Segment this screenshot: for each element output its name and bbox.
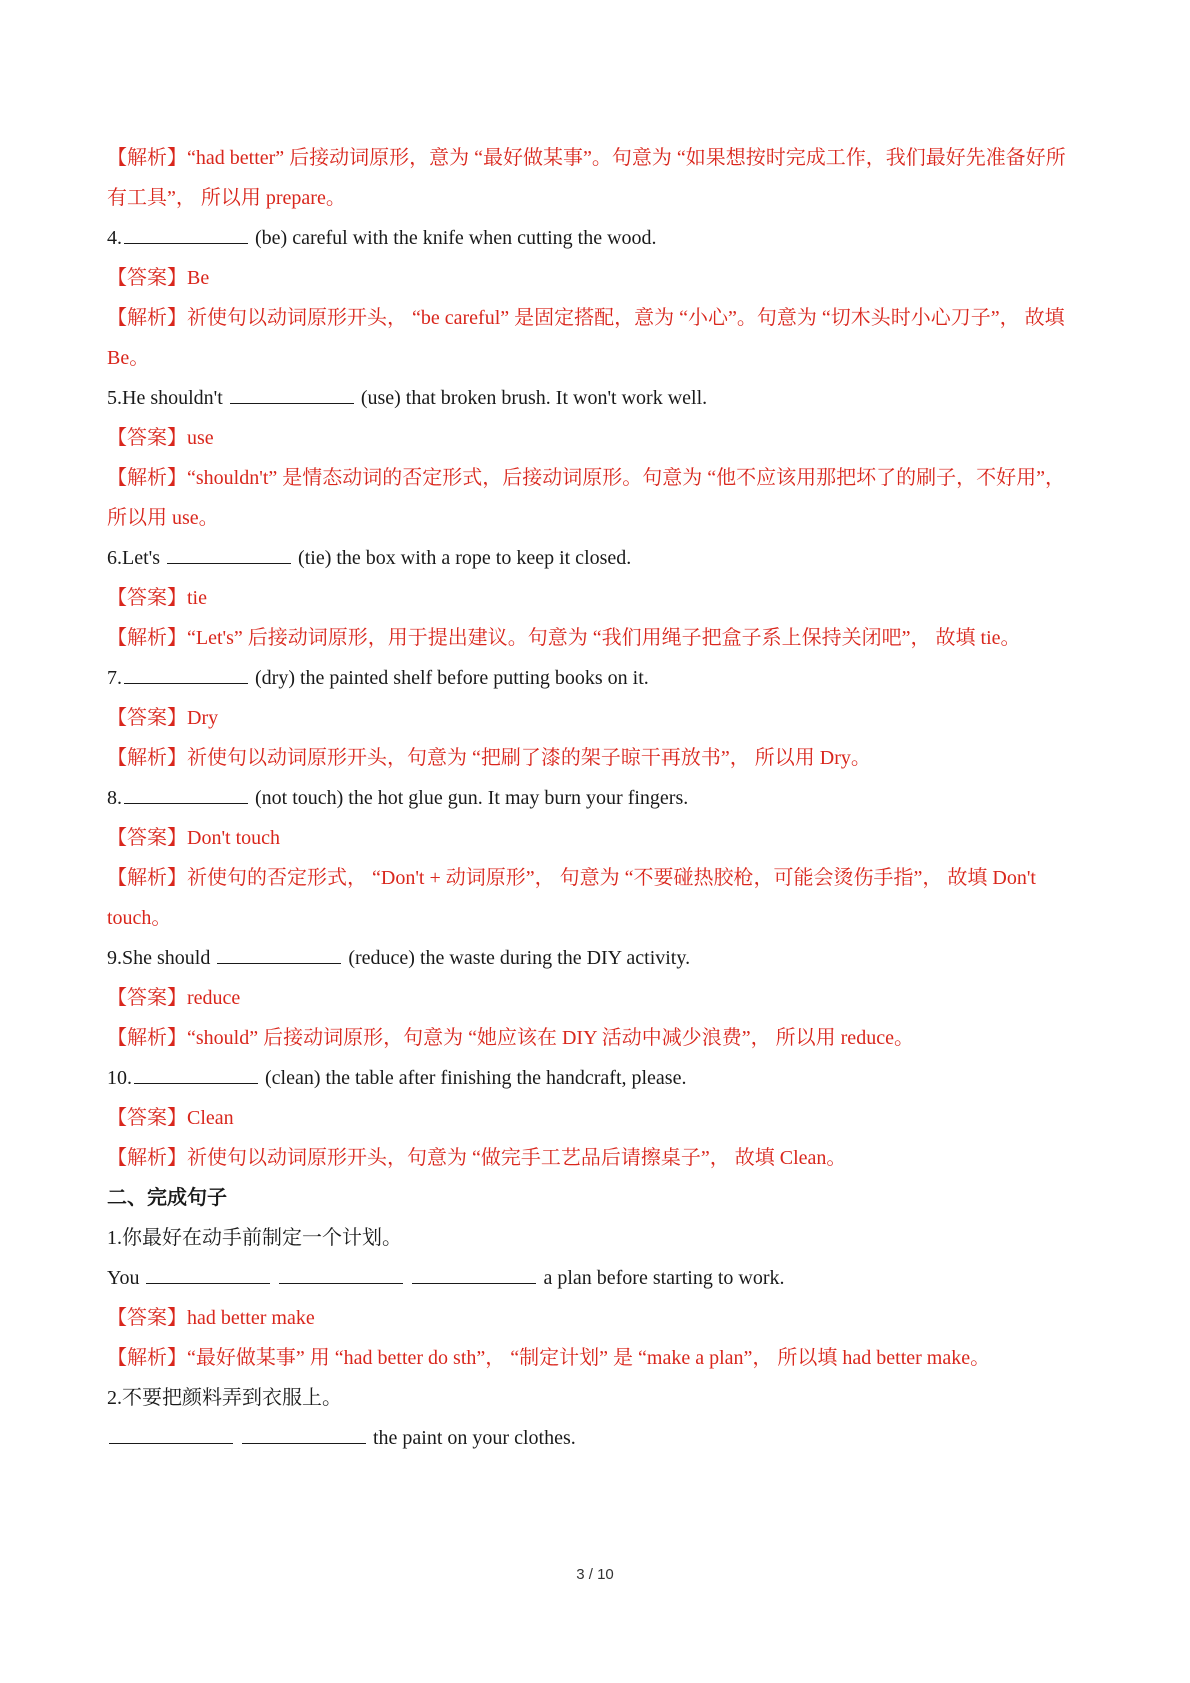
analysis-line: 【解析】祈使句以动词原形开头， “be careful” 是固定搭配，意为 “小心”。句意为 “切木头时小心刀子”， 故填 Be。 [107, 307, 1065, 369]
page-number: 3 / 10 [576, 1566, 614, 1583]
question-line: 5.He shouldn't (use) that broken brush. It won't work well. [107, 387, 708, 409]
question-line: 10. (clean) the table after finishing the handcraft, please. [107, 1067, 687, 1089]
answer-line: 【答案】had better make [107, 1307, 315, 1329]
answer-blank [217, 945, 341, 964]
answer-line: 【答案】reduce [107, 987, 241, 1009]
question-line: 8. (not touch) the hot glue gun. It may burn your fingers. [107, 787, 689, 809]
analysis-line: 【解析】祈使句的否定形式， “Don't + 动词原形”， 句意为 “不要碰热胶枪，可能会烫伤手指”， 故填 Don't touch。 [107, 867, 1036, 929]
question-cn: 2.不要把颜料弄到衣服上。 [107, 1387, 342, 1409]
question-en: You a plan before starting to work. [107, 1267, 785, 1289]
analysis-line: 【解析】祈使句以动词原形开头，句意为 “做完手工艺品后请擦桌子”， 故填 Clean。 [107, 1147, 847, 1169]
analysis-line: 【解析】“shouldn't” 是情态动词的否定形式，后接动词原形。句意为 “他不应该用那把坏了的刷子，不好用”， 所以用 use。 [107, 467, 1066, 529]
answer-blank [146, 1265, 270, 1284]
answer-blank [279, 1265, 403, 1284]
answer-blank [124, 225, 248, 244]
document-page [107, 138, 1077, 1458]
answer-blank [167, 545, 291, 564]
question-line: 6.Let's (tie) the box with a rope to keep it closed. [107, 547, 632, 569]
question-line: 4. (be) careful with the knife when cutting the wood. [107, 227, 657, 249]
answer-blank [242, 1425, 366, 1444]
answer-blank [109, 1425, 233, 1444]
question-line: 7. (dry) the painted shelf before putting books on it. [107, 667, 649, 689]
answer-line: 【答案】Dry [107, 707, 219, 729]
analysis-line: 【解析】“had better” 后接动词原形，意为 “最好做某事”。句意为 “如果想按时完成工作，我们最好先准备好所有工具”， 所以用 prepare。 [107, 147, 1066, 209]
answer-line: 【答案】use [107, 427, 214, 449]
analysis-line: 【解析】“最好做某事” 用 “had better do sth”， “制定计划” 是 “make a plan”， 所以填 had better make。 [107, 1347, 991, 1369]
answer-blank [124, 785, 248, 804]
question-en: the paint on your clothes. [107, 1418, 1077, 1458]
exercise-list [107, 138, 1077, 1178]
analysis-line: 【解析】祈使句以动词原形开头，句意为 “把刷了漆的架子晾干再放书”， 所以用 Dry。 [107, 747, 871, 769]
question-line: 9.She should (reduce) the waste during the DIY activity. [107, 947, 691, 969]
answer-line: 【答案】Clean [107, 1107, 234, 1129]
answer-blank [412, 1265, 536, 1284]
analysis-line: 【解析】“should” 后接动词原形，句意为 “她应该在 DIY 活动中减少浪费”， 所以用 reduce。 [107, 1027, 914, 1049]
section-title: 二、完成句子 [107, 1187, 227, 1209]
answer-blank [134, 1065, 258, 1084]
answer-line: 【答案】tie [107, 587, 207, 609]
analysis-line: 【解析】“Let's” 后接动词原形，用于提出建议。句意为 “我们用绳子把盒子系上保持关闭吧”， 故填 tie。 [107, 627, 1021, 649]
answer-line: 【答案】Be [107, 267, 210, 289]
answer-blank [230, 385, 354, 404]
answer-line: 【答案】Don't touch [107, 827, 281, 849]
question-cn: 1.你最好在动手前制定一个计划。 [107, 1227, 402, 1249]
answer-blank [124, 665, 248, 684]
